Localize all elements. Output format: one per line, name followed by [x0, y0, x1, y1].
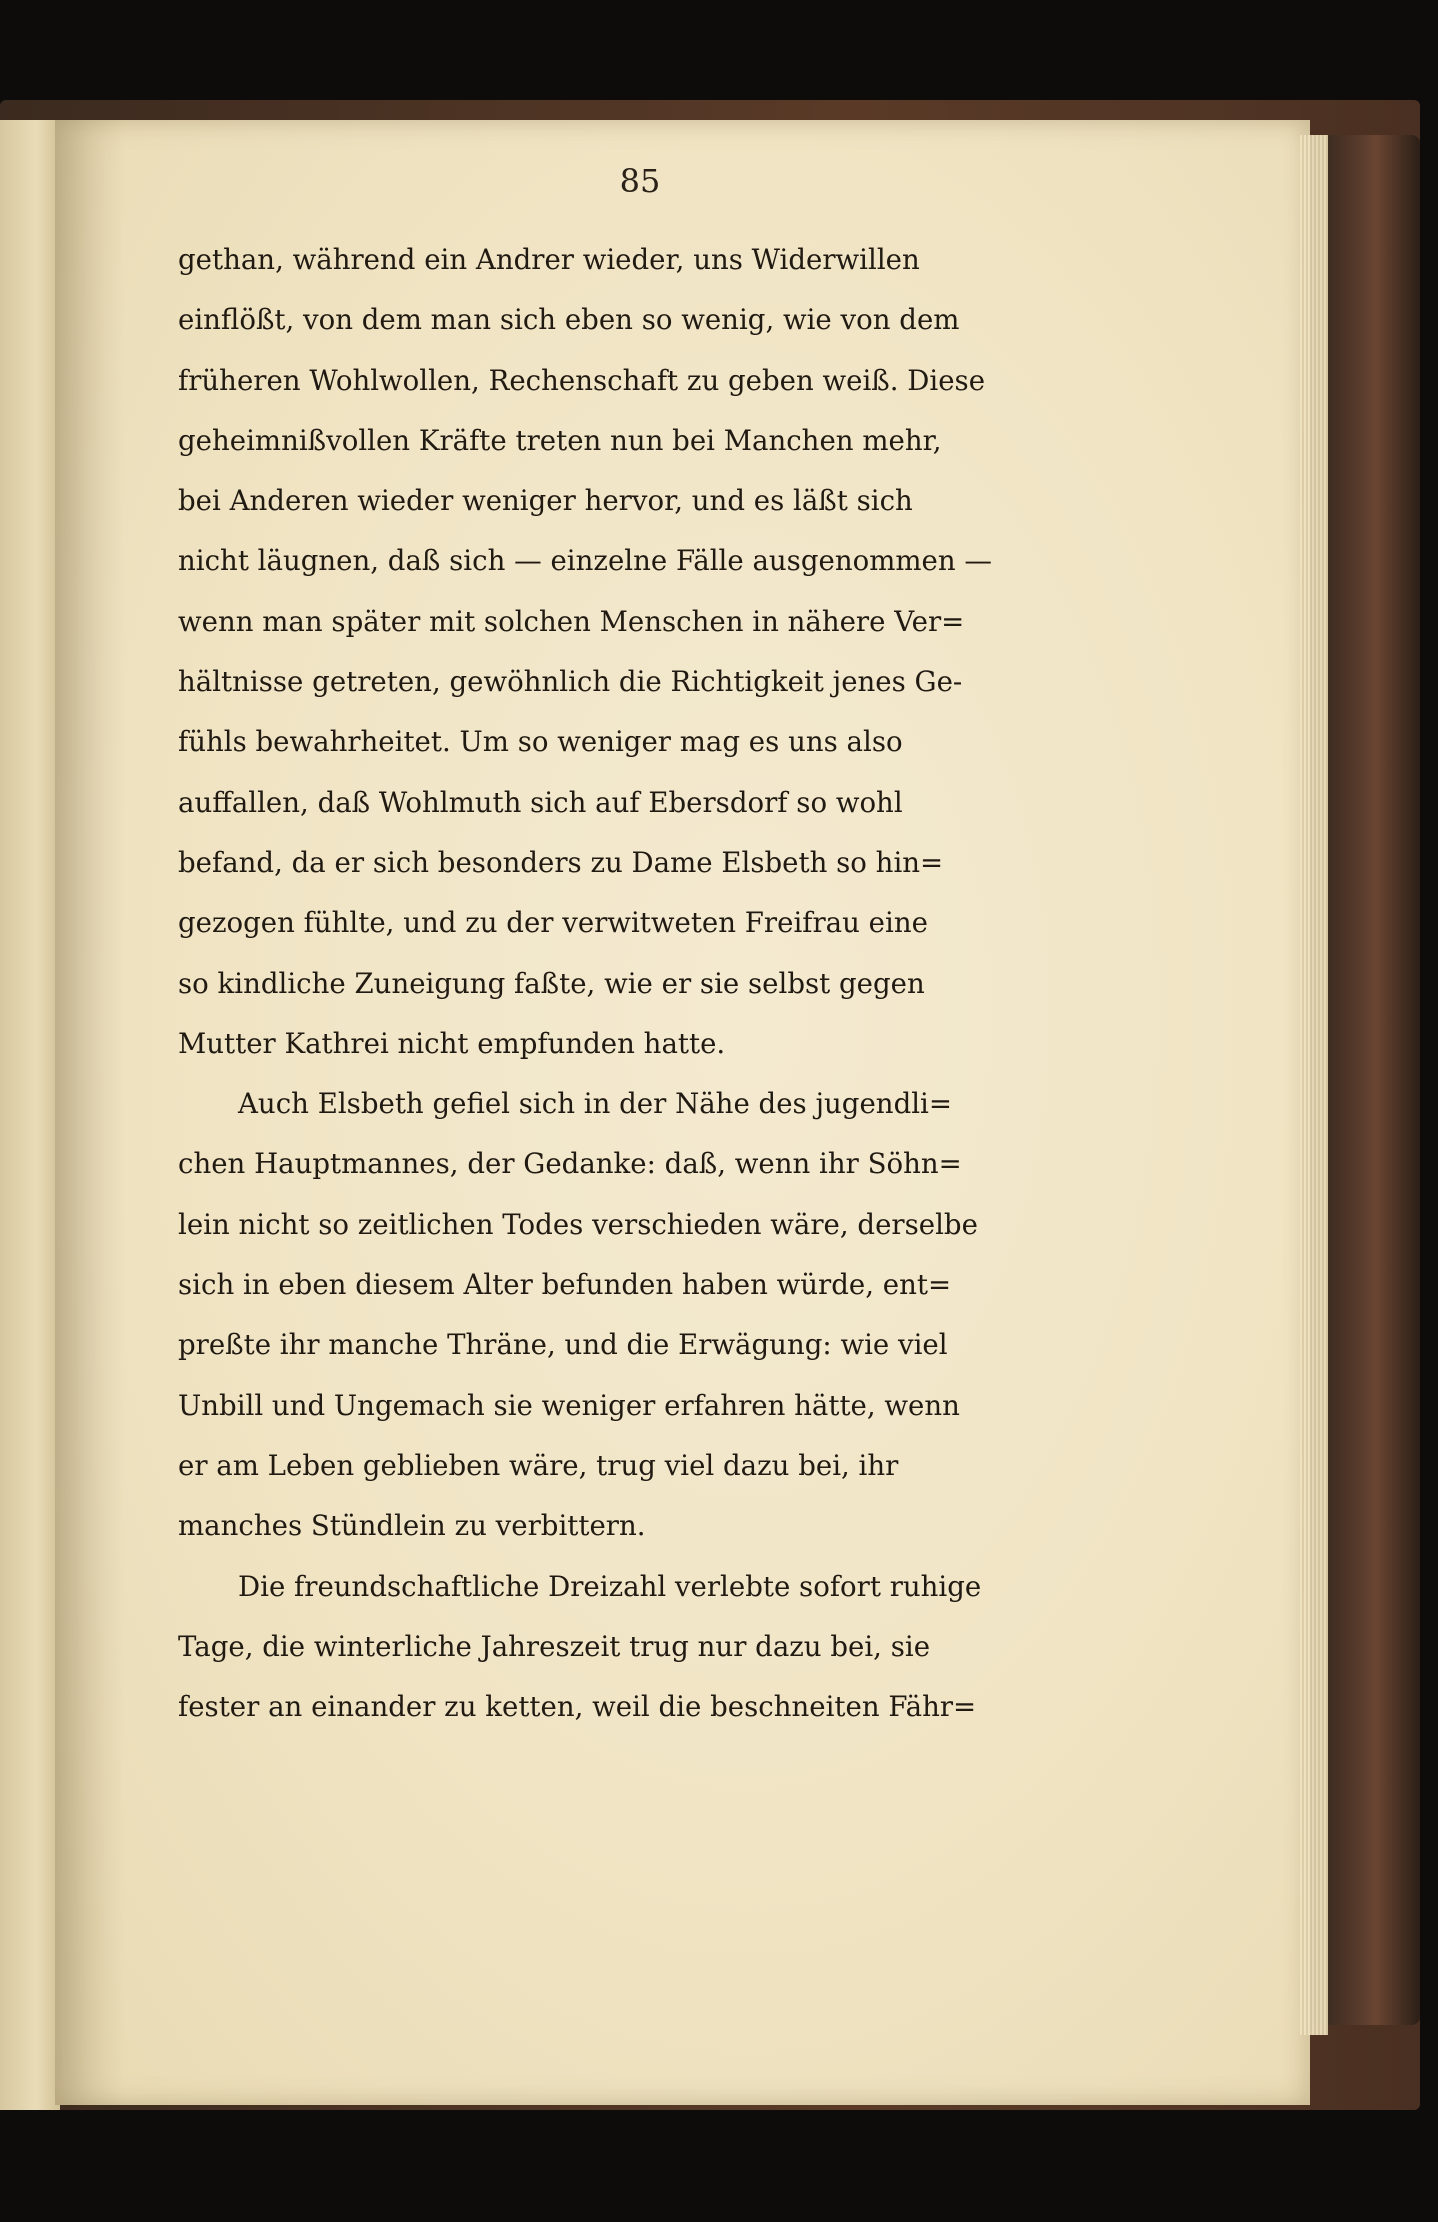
text-line: Unbill und Ungemach sie weniger erfahren hätte, wenn	[178, 1388, 960, 1422]
text-line: fühls bewahrheitet. Um so weniger mag es uns also	[178, 725, 903, 759]
text-line: befand, da er sich besonders zu Dame Elsbeth so hin=	[178, 845, 944, 879]
text-line: manches Stündlein zu verbittern.	[178, 1509, 646, 1543]
page-number: 85	[619, 162, 661, 200]
left-page-edge	[0, 120, 60, 2110]
text-line: auffallen, daß Wohlmuth sich auf Ebersdorf so wohl	[178, 785, 903, 819]
text-line: Tage, die winterliche Jahreszeit trug nur dazu bei, sie	[178, 1629, 931, 1663]
text-line: sich in eben diesem Alter befunden haben würde, ent=	[178, 1268, 952, 1302]
text-line: bei Anderen wieder weniger hervor, und es läßt sich	[178, 484, 913, 518]
text-line: früheren Wohlwollen, Rechenschaft zu geben weiß. Diese	[178, 363, 986, 397]
text-line: einflößt, von dem man sich eben so wenig, wie von dem	[178, 303, 960, 337]
text-line: preßte ihr manche Thräne, und die Erwägung: wie viel	[178, 1328, 948, 1362]
text-line: lein nicht so zeitlichen Todes verschieden wäre, derselbe	[178, 1207, 978, 1241]
text-line: hältnisse getreten, gewöhnlich die Richtigkeit jenes Ge-	[178, 665, 963, 699]
text-line: Mutter Kathrei nicht empfunden hatte.	[178, 1026, 726, 1060]
text-line: nicht läugnen, daß sich — einzelne Fälle ausgenommen —	[178, 544, 993, 578]
text-line: geheimnißvollen Kräfte treten nun bei Manchen mehr,	[178, 423, 942, 457]
text-line: fester an einander zu ketten, weil die beschneiten Fähr=	[178, 1690, 977, 1724]
text-line: er am Leben geblieben wäre, trug viel dazu bei, ihr	[178, 1448, 899, 1482]
text-line: gezogen fühlte, und zu der verwitweten Freifrau eine	[178, 906, 928, 940]
text-line: Auch Elsbeth gefiel sich in der Nähe des jugendli=	[238, 1087, 953, 1121]
gutter-shadow	[55, 120, 125, 2105]
text-line: gethan, während ein Andrer wieder, uns Widerwillen	[178, 243, 920, 276]
body-text	[178, 230, 1118, 1737]
text-line: wenn man später mit solchen Menschen in nähere Ver=	[178, 604, 965, 638]
text-line: chen Hauptmannes, der Gedanke: daß, wenn ihr Söhn=	[178, 1147, 962, 1181]
text-line: so kindliche Zuneigung faßte, wie er sie selbst gegen	[178, 966, 925, 1000]
page-edges	[1300, 135, 1328, 2035]
text-line: Die freundschaftliche Dreizahl verlebte sofort ruhige	[238, 1569, 982, 1603]
